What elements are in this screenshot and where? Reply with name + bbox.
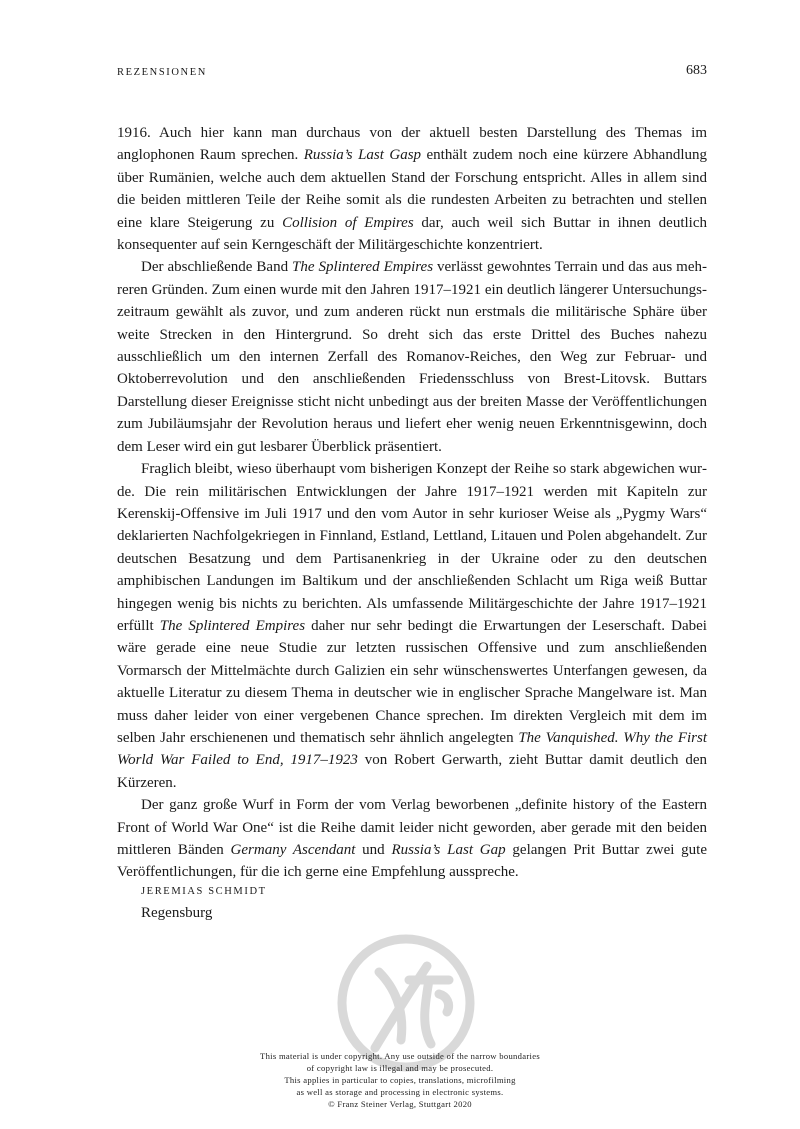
- book-title: The Splintered Empires: [292, 259, 434, 276]
- copyright-line: This applies in particular to copies, translations, microfilming: [284, 1075, 516, 1086]
- running-header: REZENSIONEN: [117, 67, 207, 78]
- paragraph: Der ganz große Wurf in Form der vom Verlag beworbenen „definite history of the Eastern Front of World War One“ ist die Reihe damit leider nicht geworden, aber gerade mit den beiden mittleren Bänden Germany Ascendant und Russia’s Last Gap gelangen Prit Buttar zwei gute Veröffentlichungen, für die ich gerne eine Empfehlung ausspreche.: [117, 797, 708, 881]
- book-title: The Splintered Empires: [159, 617, 306, 634]
- book-title: Russia’s Last Gasp: [303, 147, 422, 164]
- copyright-line: as well as storage and processing in electronic systems.: [296, 1087, 504, 1098]
- book-title: Russia’s Last Gap: [391, 842, 506, 858]
- reviewer-signature: [141, 883, 267, 923]
- copyright-line: of copyright law is illegal and may be prosecuted.: [306, 1063, 494, 1074]
- copyright-notice: [200, 1050, 600, 1110]
- paragraph: Der abschließende Band The Splintered Empires verlässt gewohntes Terrain und das aus mehreren Gründen. Zum einen wurde mit den Jahren 1917–1921 ein deutlich längerer Untersuchungszeitraum gewählt als zuvor, und zum anderen rückt nun erstmals die militärische Sphäre über weite Strecken in den Hintergrund. So dreht sich das erste Drittel des Buches nahezu ausschließlich um den internen Zerfall des Romanov-Reiches, den Weg zur Februar- und Oktoberrevolution und den anschließenden Friedensschluss von Brest-Litovsk. Buttars Darstellung dieser Ereignisse sticht nicht unbedingt aus der breiten Masse der Veröffentlichungen zum Jubiläumsjahr der Revolution heraus und liefert eher wenig neuen Erkenntnisgewinn, doch dem Leser wird ein gut lesbarer Überblick präsentiert.: [117, 259, 707, 455]
- book-title: Germany Ascendant: [230, 842, 356, 858]
- paragraph: 1916. Auch hier kann man durchaus von der aktuell besten Darstellung des Themas im anglophonen Raum sprechen. Russia’s Last Gasp enthält zudem noch eine kürzere Abhandlung über Rumänien, welche auch dem aktuellen Stand der Forschung entspricht. Alles in allem sind die beiden mittleren Teile der Reihe somit als die rundesten Arbeiten zu betrachten und stellen eine klare Steigerung zu Collision of Empires dar, auch weil sich Buttar in ihnen deutlich konsequenter auf sein Kerngeschäft der Militärgeschichte konzentriert.: [117, 125, 707, 254]
- paragraph: Fraglich bleibt, wieso überhaupt vom bisherigen Konzept der Reihe so stark abgewichen wurde. Die rein militärischen Entwicklungen der Jahre 1917–1921 werden mit Kapiteln zur Kerenskij-Offensive im Juli 1917 und den vom Autor in sehr kurioser Weise als „Pygmy Wars“ deklarierten Nachfolgekriegen in Finnland, Estland, Lettland, Litauen und Polen abgehandelt. Zur deutschen Besatzung und dem Partisanenkrieg in der Ukraine oder zu den deutschen amphibischen Landungen im Baltikum und der anschließenden Schlacht um Riga weiß Buttar hingegen wenig bis nichts zu berichten. Als umfassende Militärgeschichte der Jahre 1917–1921 erfüllt The Splintered Empires daher nur sehr bedingt die Erwartungen der Leserschaft. Dabei wäre gerade eine neue Studie zur letzten russischen Offensive und zum anschließenden Vormarsch der Mittelmächte durch Galizien ein sehr wünschenswertes Unterfangen gewesen, da aktuelle Literatur zu diesem Thema in deutscher wie in englischer Sprache Mangelware ist. Man muss daher leider von einer vergebenen Chance sprechen. Im direkten Vergleich mit dem im selben Jahr erschienenen und thematisch sehr ähnlich angelegten The Vanquished. Why the First World War Failed to End, 1917–1923 von Robert Gerwarth, zieht Buttar damit deutlich den Kürzeren.: [117, 461, 707, 791]
- reviewer-location: Regensburg: [141, 905, 213, 921]
- copyright-line: © Franz Steiner Verlag, Stuttgart 2020: [328, 1099, 472, 1110]
- page-number: 683: [686, 63, 707, 78]
- review-body: [117, 122, 707, 884]
- book-title: The Vanquished. Why the First World War Failed to End, 1917–1923: [117, 729, 707, 769]
- copyright-line: This material is under copyright. Any use outside of the narrow boundaries: [260, 1051, 540, 1061]
- book-title: Collision of Empires: [282, 214, 414, 231]
- reviewer-name: JEREMIAS SCHMIDT: [141, 886, 267, 897]
